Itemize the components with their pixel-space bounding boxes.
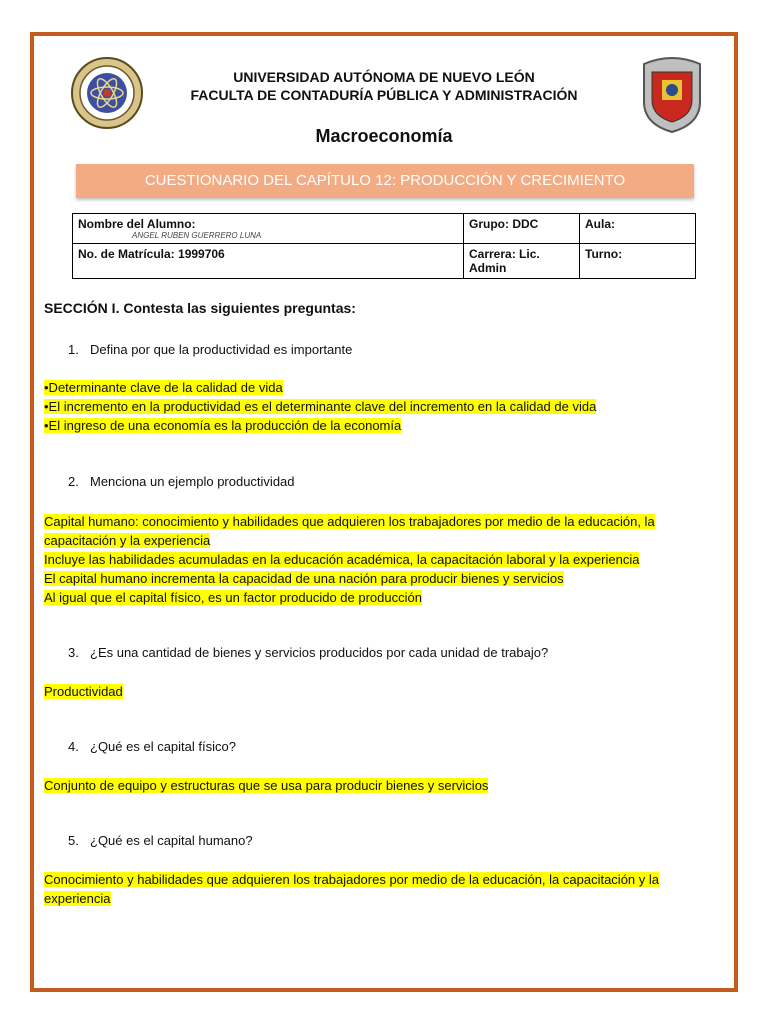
answer-1 [44, 378, 710, 435]
student-name-value: ANGEL RUBEN GUERRERO LUNA [132, 231, 262, 240]
answer-line: Capital humano: conocimiento y habilidades que adquieren los trabajadores por medio de la educación, la capacitación y la experiencia [44, 514, 655, 548]
question-number: 3. [68, 645, 79, 660]
question-text: ¿Qué es el capital humano? [90, 833, 253, 848]
document-page [30, 32, 738, 992]
answer-line: •El ingreso de una economía es la producción de la economía [44, 418, 402, 433]
answer-line: Incluye las habilidades acumuladas en la educación académica, la capacitación laboral y la experiencia [44, 552, 640, 567]
answer-line: Conjunto de equipo y estructuras que se usa para producir bienes y servicios [44, 778, 489, 793]
student-info-table [72, 213, 696, 279]
room-cell: Aula: [580, 214, 696, 244]
answer-line: El capital humano incrementa la capacidad de una nación para producir bienes y servicios [44, 571, 564, 586]
answer-line: Conocimiento y habilidades que adquieren los trabajadores por medio de la educación, la capacitación y la experiencia [44, 872, 659, 906]
answer-3 [44, 682, 710, 701]
question-2 [68, 474, 295, 489]
question-3 [68, 645, 548, 660]
questionnaire-banner: CUESTIONARIO DEL CAPÍTULO 12: PRODUCCIÓN Y CRECIMIENTO [76, 164, 694, 198]
institution-header [34, 68, 734, 104]
answer-2 [44, 512, 710, 607]
section-title: SECCIÓN I. Contesta las siguientes preguntas: [44, 300, 356, 316]
group-cell: Grupo: DDC [464, 214, 580, 244]
question-5 [68, 833, 253, 848]
answer-line: •El incremento en la productividad es el determinante clave del incremento en la calidad de vida [44, 399, 597, 414]
shift-cell: Turno: [580, 244, 696, 279]
question-number: 1. [68, 342, 79, 357]
question-1 [68, 342, 352, 357]
question-4 [68, 739, 236, 754]
answer-line: •Determinante clave de la calidad de vida [44, 380, 283, 395]
answer-4 [44, 776, 710, 795]
question-text: ¿Es una cantidad de bienes y servicios producidos por cada unidad de trabajo? [90, 645, 549, 660]
question-text: Menciona un ejemplo productividad [90, 474, 295, 489]
faculty-name: FACULTA DE CONTADURÍA PÚBLICA Y ADMINISTRACIÓN [190, 87, 578, 103]
enrollment-cell: No. de Matrícula: 1999706 [73, 244, 464, 279]
question-number: 5. [68, 833, 79, 848]
question-number: 4. [68, 739, 79, 754]
answer-line: Productividad [44, 684, 123, 699]
student-name-cell [73, 214, 464, 244]
university-name: UNIVERSIDAD AUTÓNOMA DE NUEVO LEÓN [233, 69, 535, 85]
question-number: 2. [68, 474, 79, 489]
question-text: ¿Qué es el capital físico? [90, 739, 236, 754]
course-title: Macroeconomía [315, 126, 453, 146]
question-text: Defina por que la productividad es importante [90, 342, 353, 357]
answer-line: Al igual que el capital físico, es un factor producido de producción [44, 590, 422, 605]
student-name-label: Nombre del Alumno: [78, 217, 196, 231]
answer-5 [44, 870, 710, 908]
career-cell: Carrera: Lic. Admin [464, 244, 580, 279]
